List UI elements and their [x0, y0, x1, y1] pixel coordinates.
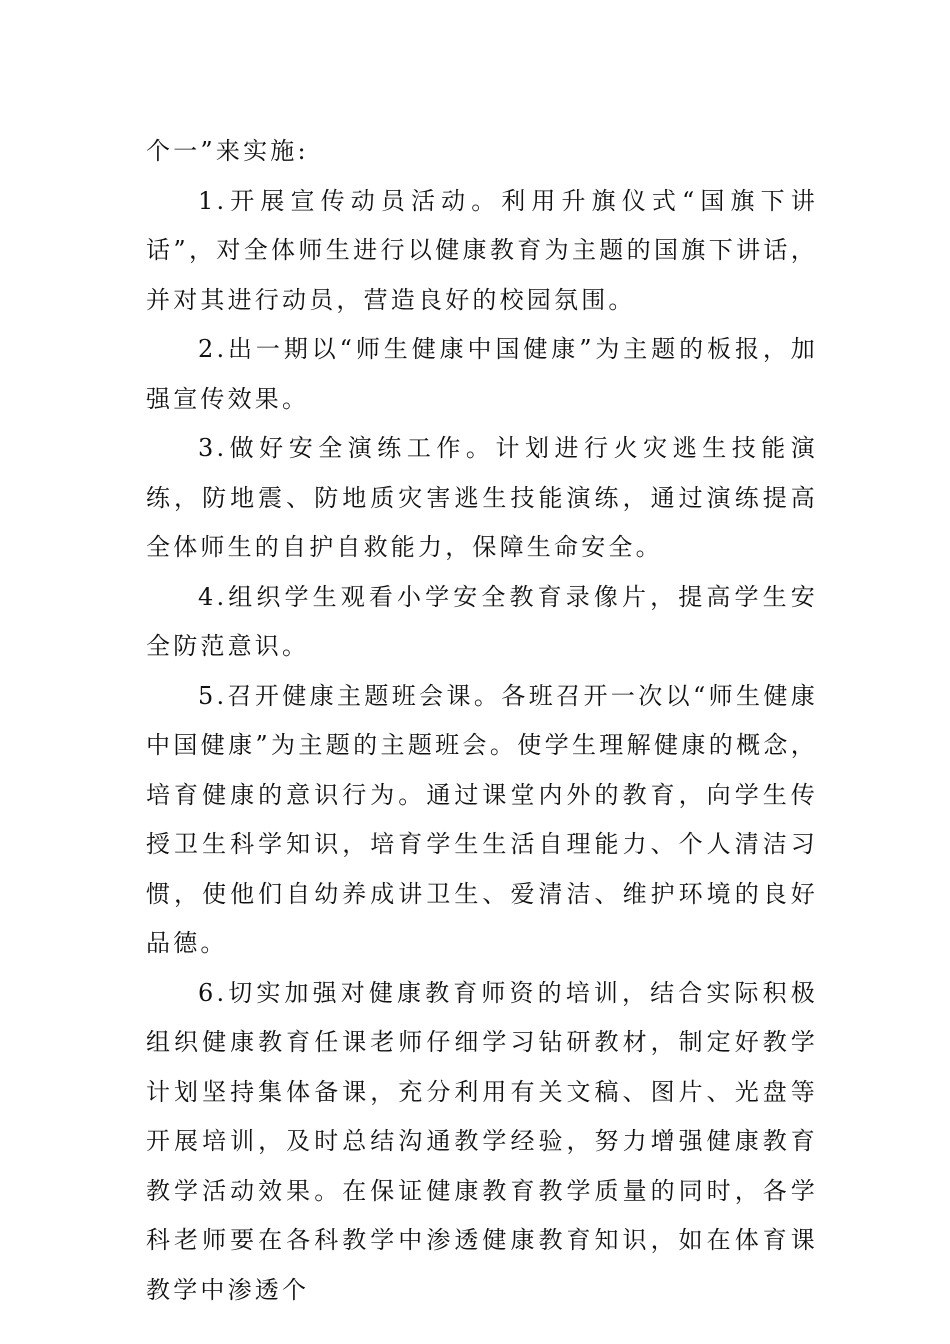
paragraph-item-4: 4.组织学生观看小学安全教育录像片，提高学生安全防范意识。 [146, 582, 818, 660]
paragraph-item-1: 1.开展宣传动员活动。利用升旗仪式“国旗下讲话”，对全体师生进行以健康教育为主题的国旗下讲话，并对其进行动员，营造良好的校园氛围。 [146, 186, 818, 314]
paragraph-item-3: 3.做好安全演练工作。计划进行火灾逃生技能演练，防地震、防地质灾害逃生技能演练，通过演练提高全体师生的自护自救能力，保障生命安全。 [146, 434, 818, 561]
paragraph-intro: 个一”来实施: [146, 137, 309, 165]
paragraph-item-5: 5.召开健康主题班会课。各班召开一次以“师生健康中国健康”为主题的主题班会。使学生理解健康的概念，培育健康的意识行为。通过课堂内外的教育，向学生传授卫生科学知识，培育学生生活自理能力、个人清洁习惯，使他们自幼养成讲卫生、爱清洁、维护环境的良好品德。 [146, 681, 818, 957]
paragraph-item-2: 2.出一期以“师生健康中国健康”为主题的板报，加强宣传效果。 [146, 335, 818, 413]
paragraph-item-6: 6.切实加强对健康教育师资的培训，结合实际积极组织健康教育任课老师仔细学习钻研教材，制定好教学计划坚持集体备课，充分利用有关文稿、图片、光盘等开展培训，及时总结沟通教学经验，努力增强健康教育教学活动效果。在保证健康教育教学质量的同时，各学科老师要在各科教学中渗透健康教育知识，如在体育课教学中渗透个 [146, 978, 818, 1304]
document-body [146, 127, 818, 1315]
